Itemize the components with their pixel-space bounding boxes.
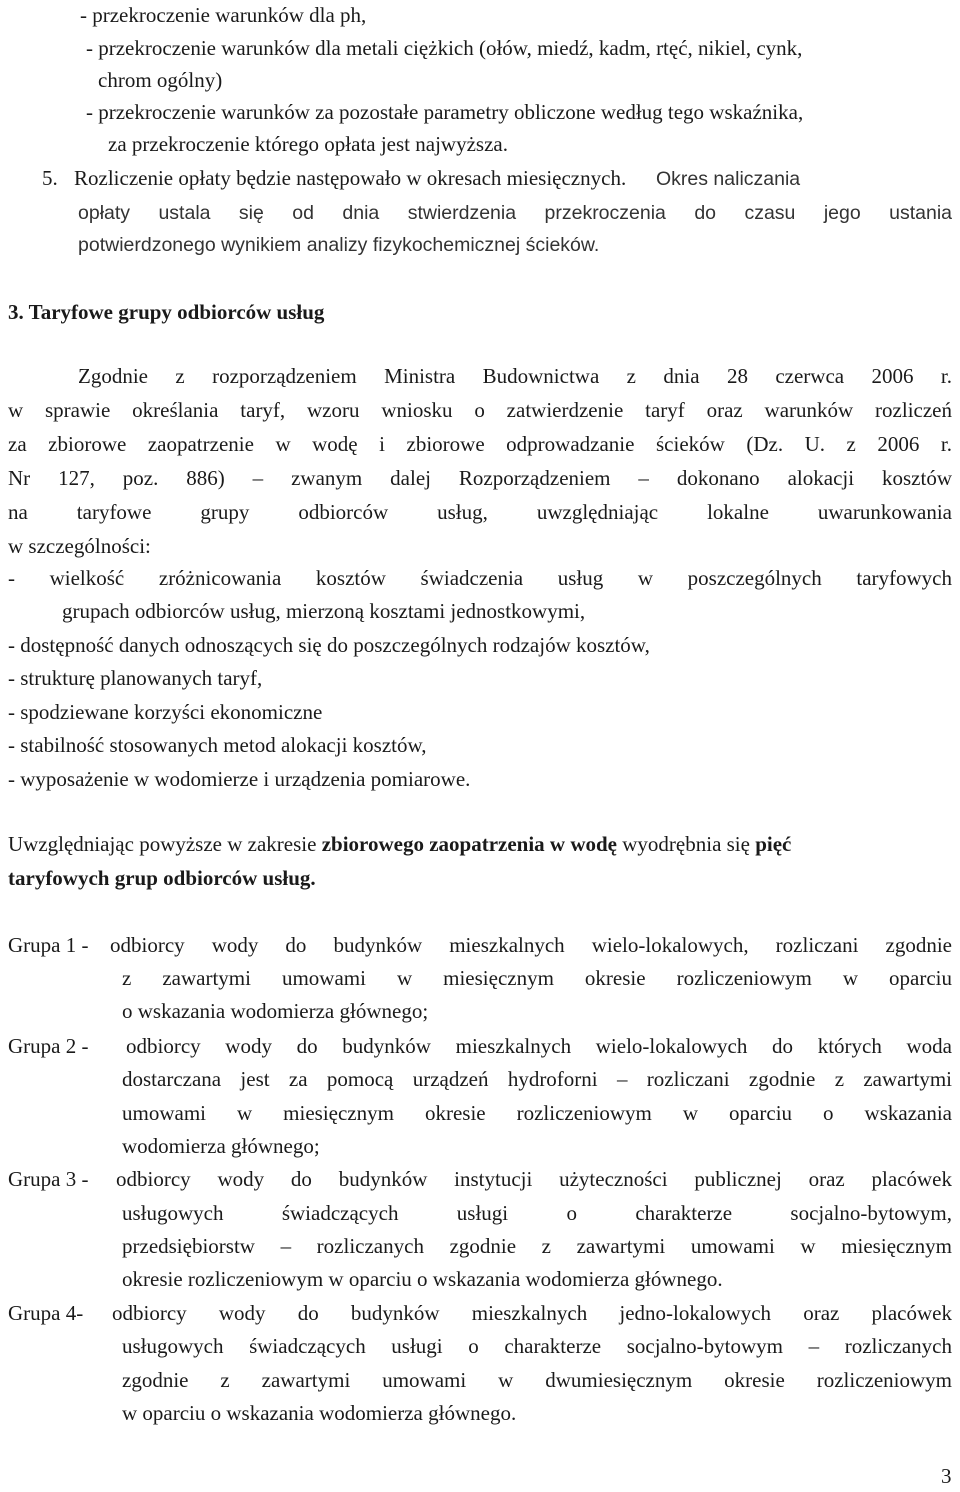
group-label: Grupa 3 - bbox=[8, 1167, 89, 1191]
criteria-item: - dostępność danych odnoszących się do poszczególnych rodzajów kosztów, bbox=[8, 633, 650, 657]
section-heading: 3. Taryfowe grupy odbiorców usług bbox=[8, 300, 325, 324]
group-text: usługowych świadczących usługi o charakterze socjalno-bytowym – rozliczanych bbox=[122, 1334, 952, 1358]
criteria-item: - stabilność stosowanych metod alokacji kosztów, bbox=[8, 733, 427, 757]
para-line3: za zbiorowe zaopatrzenie w wodę i zbiorowe odprowadzanie ścieków (Dz. U. z 2006 r. bbox=[8, 432, 952, 456]
group-label: Grupa 2 - bbox=[8, 1034, 89, 1058]
criteria-item: grupach odbiorców usług, mierzoną kosztami jednostkowymi, bbox=[62, 599, 586, 623]
group-text: usługowych świadczących usługi o charakterze socjalno-bytowym, bbox=[122, 1201, 952, 1225]
bullet-metals-line2: chrom ogólny) bbox=[98, 68, 223, 92]
item5-text-a: Rozliczenie opłaty będzie następowało w okresach miesięcznych. bbox=[74, 166, 627, 190]
para-line5: na taryfowe grupy odbiorców usług, uwzględniając lokalne uwarunkowania bbox=[8, 500, 952, 524]
group-text: dostarczana jest za pomocą urządzeń hydroforni – rozliczani zgodnie z zawartymi bbox=[122, 1067, 952, 1091]
group-text: odbiorcy wody do budynków mieszkalnych wielo-lokalowych do których woda bbox=[126, 1034, 952, 1058]
criteria-item: - wielkość zróżnicowania kosztów świadczenia usług w poszczególnych taryfowych bbox=[8, 566, 952, 590]
item5-number: 5. bbox=[42, 166, 58, 190]
para-line2: w sprawie określania taryf, wzoru wniosku o zatwierdzenie taryf oraz warunków rozliczeń bbox=[8, 398, 952, 422]
summary-line1 bbox=[8, 834, 791, 855]
criteria-item: - wyposażenie w wodomierze i urządzenia pomiarowe. bbox=[8, 767, 471, 791]
item5-line2: opłaty ustala się od dnia stwierdzenia przekroczenia do czasu jego ustania bbox=[78, 202, 952, 224]
group-text: umowami w miesięcznym okresie rozliczeniowym w oparciu o wskazania bbox=[122, 1101, 952, 1125]
group-text: wodomierza głównego; bbox=[122, 1134, 320, 1158]
group-text: o wskazania wodomierza głównego; bbox=[122, 999, 429, 1023]
group-text: okresie rozliczeniowym w oparciu o wskazania wodomierza głównego. bbox=[122, 1267, 723, 1291]
group-label: Grupa 4- bbox=[8, 1301, 84, 1325]
group-text: z zawartymi umowami w miesięcznym okresie rozliczeniowym w oparciu bbox=[122, 966, 952, 990]
summary-bold: zbiorowego zaopatrzenia w wodę bbox=[321, 832, 617, 856]
item5-line3: potwierdzonego wynikiem analizy fizykochemicznej ścieków. bbox=[78, 234, 600, 256]
bullet-other-line2: za przekroczenie którego opłata jest najwyższa. bbox=[108, 132, 508, 156]
summary-bold2: pięć bbox=[755, 832, 792, 856]
group-text: odbiorcy wody do budynków instytucji użyteczności publicznej oraz placówek bbox=[116, 1167, 952, 1191]
criteria-item: - strukturę planowanych taryf, bbox=[8, 666, 263, 690]
group-text: odbiorcy wody do budynków mieszkalnych jedno-lokalowych oraz placówek bbox=[112, 1301, 952, 1325]
item5-text-b: Okres naliczania bbox=[656, 168, 801, 190]
summary-line2: taryfowych grup odbiorców usług. bbox=[8, 866, 316, 890]
bullet-other-line1: - przekroczenie warunków za pozostałe parametry obliczone według tego wskaźnika, bbox=[86, 100, 804, 124]
group-text: odbiorcy wody do budynków mieszkalnych wielo-lokalowych, rozliczani zgodnie bbox=[110, 933, 952, 957]
summary-text-b: wyodrębnia się bbox=[617, 832, 756, 856]
para-line4: Nr 127, poz. 886) – zwanym dalej Rozporządzeniem – dokonano alokacji kosztów bbox=[8, 466, 952, 490]
bullet-ph: - przekroczenie warunków dla ph, bbox=[80, 3, 367, 27]
group-text: przedsiębiorstw – rozliczanych zgodnie z zawartymi umowami w miesięcznym bbox=[122, 1234, 952, 1258]
bullet-metals-line1: - przekroczenie warunków dla metali ciężkich (ołów, miedź, kadm, rtęć, nikiel, cynk, bbox=[86, 36, 803, 60]
group-text: zgodnie z zawartymi umowami w dwumiesięcznym okresie rozliczeniowym bbox=[122, 1368, 952, 1392]
criteria-item: - spodziewane korzyści ekonomiczne bbox=[8, 700, 323, 724]
group-text: w oparciu o wskazania wodomierza głównego. bbox=[122, 1401, 517, 1425]
para-line6: w szczególności: bbox=[8, 534, 151, 558]
para-line1: Zgodnie z rozporządzeniem Ministra Budownictwa z dnia 28 czerwca 2006 r. bbox=[78, 364, 952, 388]
group-label: Grupa 1 - bbox=[8, 933, 89, 957]
page-number: 3 bbox=[941, 1464, 952, 1488]
summary-text-a: Uwzględniając powyższe w zakresie bbox=[8, 832, 322, 856]
